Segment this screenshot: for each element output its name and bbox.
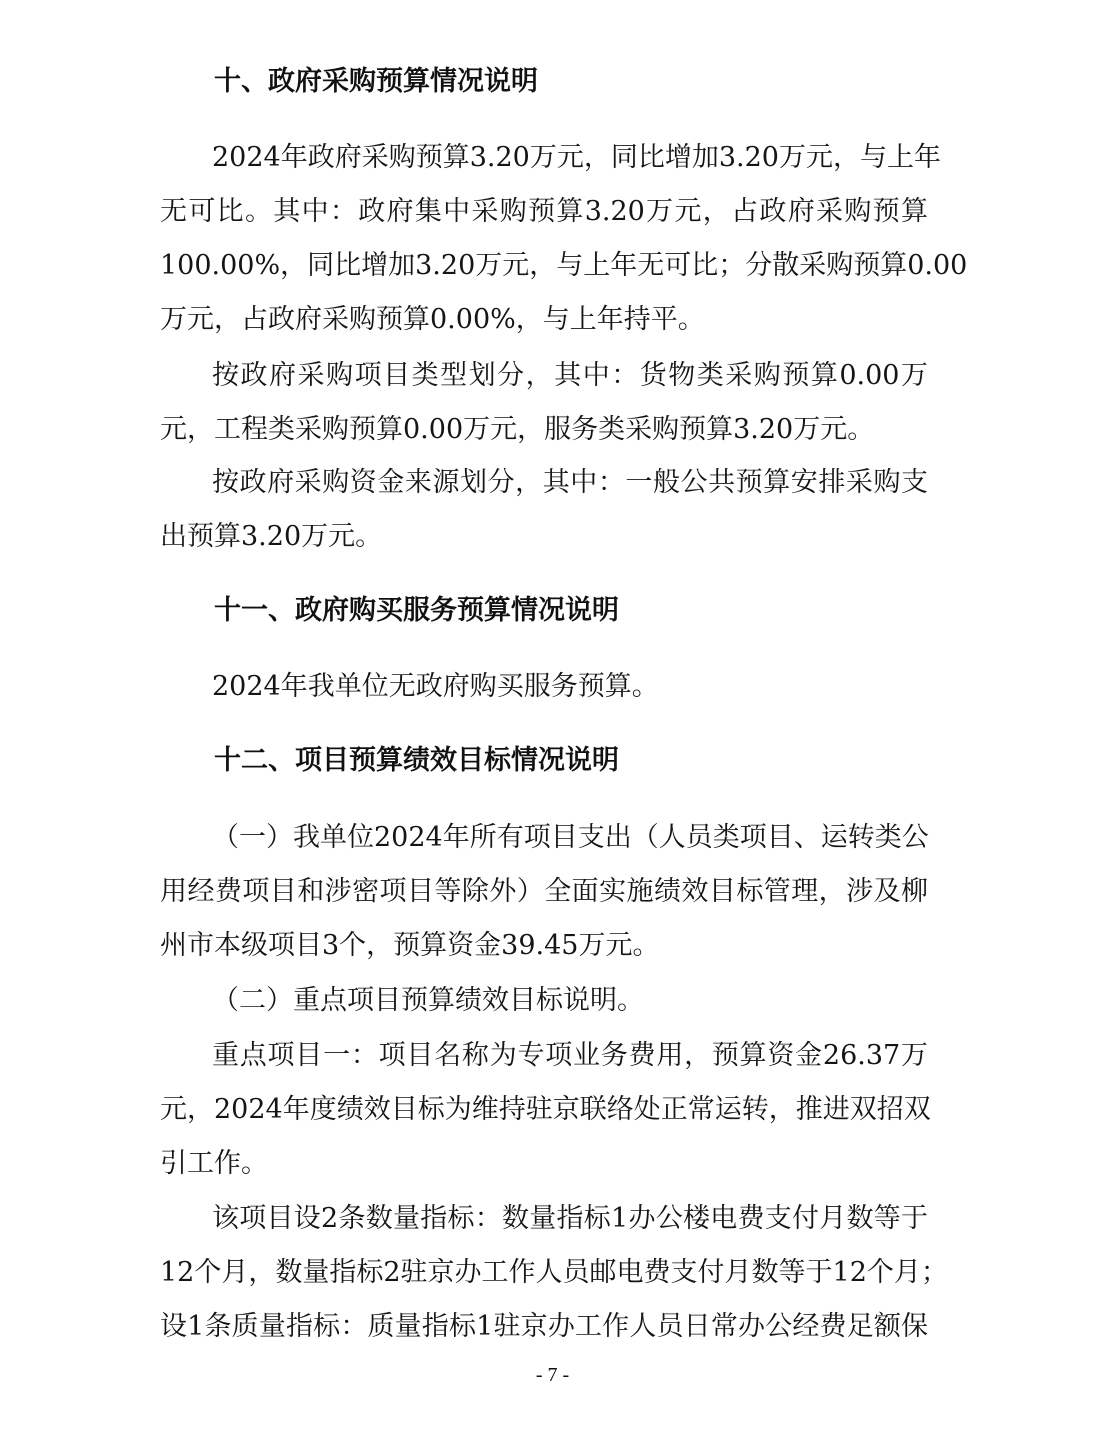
paragraph-line: 2024年政府采购预算3.20万元，同比增加3.20万元，与上年 bbox=[212, 142, 941, 173]
paragraph-line: （二）重点项目预算绩效目标说明。 bbox=[212, 985, 644, 1016]
paragraph-line: 引工作。 bbox=[160, 1148, 268, 1179]
section-heading-government-procurement: 十、政府采购预算情况说明 bbox=[214, 66, 538, 97]
paragraph-line: 该项目设2条数量指标：数量指标1办公楼电费支付月数等于 bbox=[212, 1203, 928, 1234]
paragraph-line: 州市本级项目3个，预算资金39.45万元。 bbox=[160, 930, 660, 961]
section-heading-performance-goals: 十二、项目预算绩效目标情况说明 bbox=[214, 745, 619, 776]
paragraph-line: 万元，占政府采购预算0.00%，与上年持平。 bbox=[160, 304, 705, 335]
paragraph-line: 设1条质量指标：质量指标1驻京办工作人员日常办公经费足额保 bbox=[160, 1311, 928, 1342]
paragraph-line: 用经费项目和涉密项目等除外）全面实施绩效目标管理，涉及柳 bbox=[160, 876, 928, 907]
paragraph-line: 2024年我单位无政府购买服务预算。 bbox=[212, 671, 659, 702]
paragraph-line: 100.00%，同比增加3.20万元，与上年无可比；分散采购预算0.00 bbox=[160, 250, 968, 281]
paragraph-line: 元，2024年度绩效目标为维持驻京联络处正常运转，推进双招双 bbox=[160, 1094, 931, 1125]
paragraph-line: 出预算3.20万元。 bbox=[160, 521, 383, 552]
paragraph-line: 无可比。其中：政府集中采购预算3.20万元，占政府采购预算 bbox=[160, 196, 928, 227]
page-number: - 7 - bbox=[535, 1364, 570, 1386]
paragraph-line: 12个月，数量指标2驻京办工作人员邮电费支付月数等于12个月； bbox=[160, 1257, 948, 1288]
paragraph-line: 重点项目一：项目名称为专项业务费用，预算资金26.37万 bbox=[212, 1040, 928, 1071]
paragraph-line: 元，工程类采购预算0.00万元，服务类采购预算3.20万元。 bbox=[160, 414, 875, 445]
paragraph-line: 按政府采购项目类型划分，其中：货物类采购预算0.00万 bbox=[212, 360, 928, 391]
section-heading-purchase-services: 十一、政府购买服务预算情况说明 bbox=[214, 595, 619, 626]
paragraph-line: （一）我单位2024年所有项目支出（人员类项目、运转类公 bbox=[212, 822, 929, 853]
paragraph-line: 按政府采购资金来源划分，其中：一般公共预算安排采购支 bbox=[212, 467, 928, 498]
